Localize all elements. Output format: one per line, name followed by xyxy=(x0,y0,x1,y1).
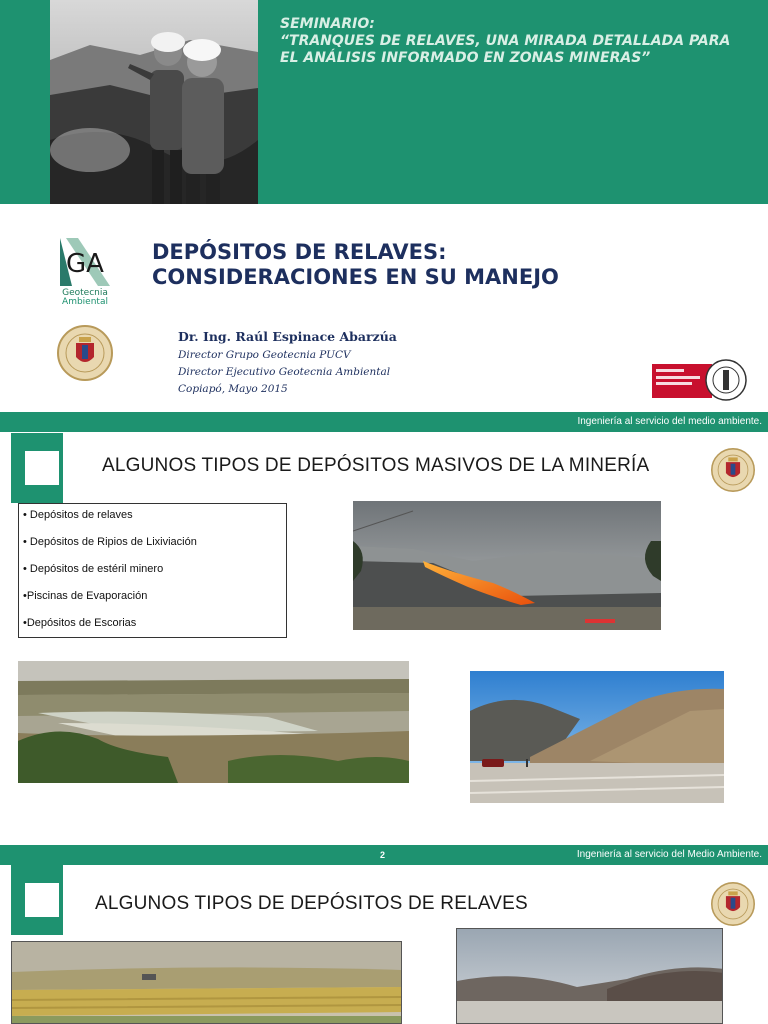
list-item: • Depósitos de estéril minero xyxy=(23,563,164,575)
corner-square-inner xyxy=(25,451,59,485)
slide2-corner-square xyxy=(11,433,63,503)
slag-pouring-photo xyxy=(353,501,661,630)
deposit-types-list xyxy=(18,503,287,638)
geotecnia-ambiental-logo xyxy=(58,236,112,306)
slide2-footer-text: Ingeniería al servicio del Medio Ambiente. xyxy=(576,849,762,860)
list-item: •Depósitos de Escorias xyxy=(23,617,137,629)
seminar-title-line2: EL ANÁLISIS INFORMADO EN ZONAS MINERAS” xyxy=(280,50,651,66)
title-line2: CONSIDERACIONES EN SU MANEJO xyxy=(152,265,559,289)
slide1-footer-bar xyxy=(0,412,768,432)
tailings-basin-photo xyxy=(456,928,723,1024)
list-item: •Piscinas de Evaporación xyxy=(23,590,148,602)
logo-line2: Ambiental xyxy=(62,297,108,306)
author-role-1: Director Grupo Geotecnia PUCV xyxy=(178,349,351,361)
waste-rock-dump-photo xyxy=(470,671,724,803)
logo-line1: Geotecnia xyxy=(62,288,108,298)
author-name: Dr. Ing. Raúl Espinace Abarzúa xyxy=(178,329,397,344)
slide3-title: ALGUNOS TIPOS DE DEPÓSITOS DE RELAVES xyxy=(95,893,528,914)
pucv-seal-icon xyxy=(57,325,113,381)
title-line1: DEPÓSITOS DE RELAVES: xyxy=(152,240,447,264)
page-number: 2 xyxy=(380,850,386,860)
list-item: • Depósitos de relaves xyxy=(23,509,133,521)
slide2-footer-bar xyxy=(0,845,768,865)
bureau-veritas-badge xyxy=(652,358,750,402)
author-role-2: Director Ejecutivo Geotecnia Ambiental xyxy=(178,366,391,378)
presentation-title xyxy=(152,240,712,290)
pucv-seal-icon xyxy=(711,882,755,926)
slide3-corner-square xyxy=(11,865,63,935)
tailings-dam-photo xyxy=(11,941,402,1024)
seminar-label: SEMINARIO: xyxy=(280,16,375,32)
slide2-title: ALGUNOS TIPOS DE DEPÓSITOS MASIVOS DE LA MINERÍA xyxy=(102,455,650,476)
engineers-photo xyxy=(50,0,258,204)
seminar-title-line1: “TRANQUES DE RELAVES, UNA MIRADA DETALLADA PARA xyxy=(280,33,731,49)
logo-mark: GA xyxy=(66,249,104,279)
place-date: Copiapó, Mayo 2015 xyxy=(178,383,288,395)
slide1-footer-text: Ingeniería al servicio del medio ambiente. xyxy=(577,416,762,427)
list-item: • Depósitos de Ripios de Lixiviación xyxy=(23,536,197,548)
seminar-heading xyxy=(280,16,760,67)
corner-square-inner xyxy=(25,883,59,917)
evaporation-ponds-photo xyxy=(18,661,409,783)
pucv-seal-icon xyxy=(711,448,755,492)
